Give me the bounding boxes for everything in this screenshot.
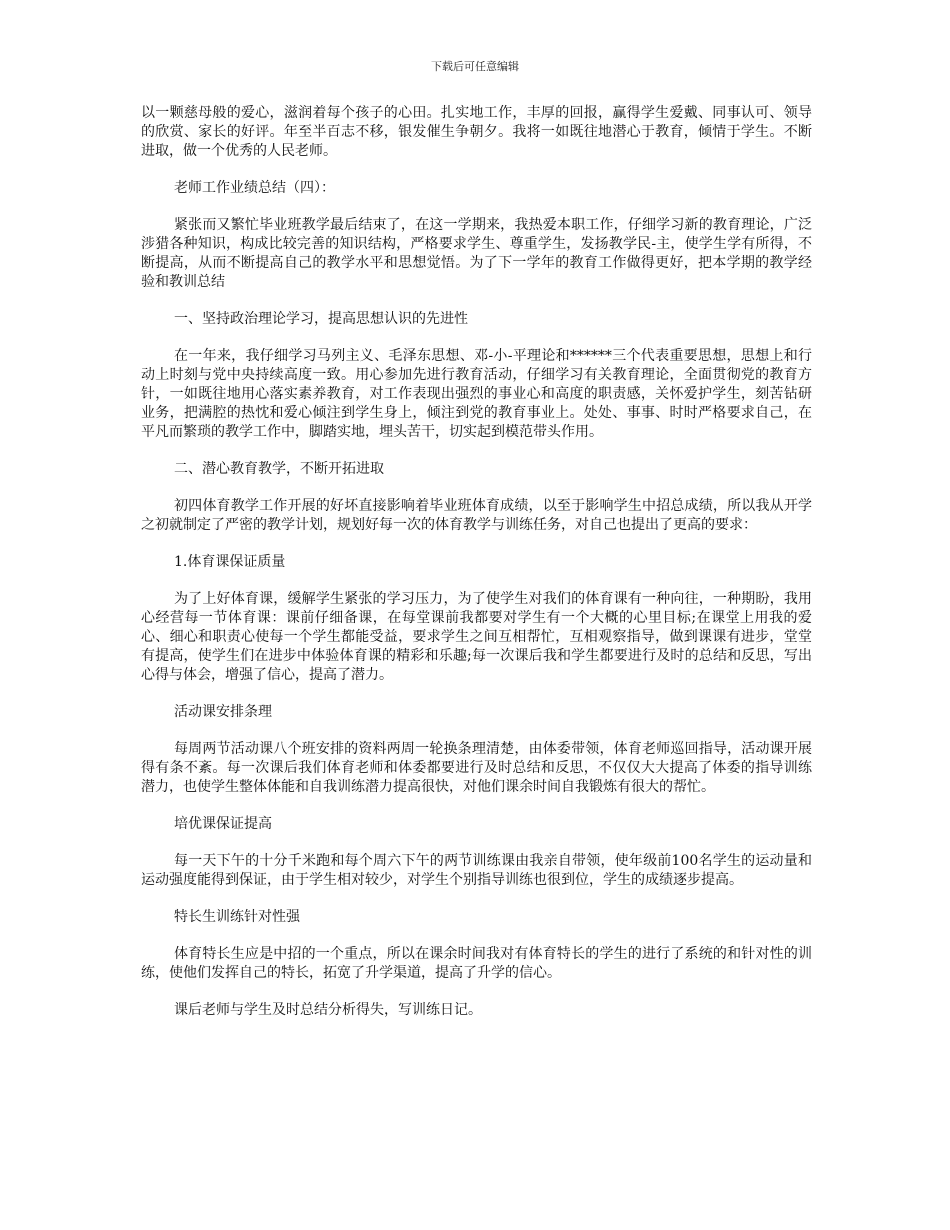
subsection-heading: 1.体育课保证质量 bbox=[174, 554, 286, 570]
section-heading: 二、潜心教育教学，不断开拓进取 bbox=[174, 461, 384, 477]
paragraph: 每一天下午的十分千米跑和每个周六下午的两节训练课由我亲自带领，使年级前100名学生的运动量和运动强度能得到保证，由于学生相对较少，对学生个别指导训练也很到位，学生的成绩逐步提高。 bbox=[141, 853, 812, 888]
section-heading: 一、坚持政治理论学习，提高思想认识的先进性 bbox=[174, 311, 468, 327]
subsection-heading: 培优课保证提高 bbox=[174, 816, 272, 832]
paragraph: 为了上好体育课，缓解学生紧张的学习压力，为了使学生对我们的体育课有一种向往，一种期盼，我用心经营每一节体育课：课前仔细备课，在每堂课前我都要对学生有一个大概的心里目标;在课堂上用我的爱心、细心和职责心使每一个学生都能受益，要求学生之间互相帮忙，互相观察指导，做到课课有进步，堂堂有提高，使学生们在进步中体验体育课的精彩和乐趣;每一次课后我和学生都要进行及时的总结和反思，写出心得与体会，增强了信心，提高了潜力。 bbox=[141, 591, 812, 683]
paragraph: 紧张而又繁忙毕业班教学最后结束了，在这一学期来，我热爱本职工作，仔细学习新的教育理论，广泛涉猎各种知识，构成比较完善的知识结构，严格要求学生、尊重学生，发扬教学民-主，使学生学有所得，不断提高，从而不断提高自己的教学水平和思想觉悟。为了下一学年的教育工作做得更好，把本学期的教学经验和教训总结 bbox=[141, 217, 812, 290]
paragraph: 体育特长生应是中招的一个重点，所以在课余时间我对有体育特长的学生的进行了系统的和针对性的训练，使他们发挥自己的特长，拓宽了升学渠道，提高了升学的信心。 bbox=[141, 946, 812, 981]
paragraph: 课后老师与学生及时总结分析得失，写训练日记。 bbox=[174, 1002, 482, 1018]
subsection-heading: 特长生训练针对性强 bbox=[174, 909, 300, 925]
section-heading: 老师工作业绩总结（四）： bbox=[174, 180, 335, 196]
page-header-note: 下载后可任意编辑 bbox=[431, 60, 519, 73]
document-body bbox=[141, 104, 812, 1038]
paragraph: 以一颗慈母般的爱心，滋润着每个孩子的心田。扎实地工作，丰厚的回报，赢得学生爱戴、同事认可、领导的欣赏、家长的好评。年至半百志不移，银发催生争朝夕。我将一如既往地潜心于教育，倾情于学生。不断进取，做一个优秀的人民老师。 bbox=[141, 105, 812, 159]
subsection-heading: 活动课安排条理 bbox=[174, 704, 272, 720]
paragraph: 初四体育教学工作开展的好坏直接影响着毕业班体育成绩，以至于影响学生中招总成绩，所以我从开学之初就制定了严密的教学计划，规划好每一次的体育教学与训练任务，对自己也提出了更高的要求： bbox=[141, 498, 812, 533]
paragraph: 每周两节活动课八个班安排的资料两周一轮换条理清楚，由体委带领，体育老师巡回指导，活动课开展得有条不紊。每一次课后我们体育老师和体委都要进行及时总结和反思，不仅仅大大提高了体委的指导训练潜力，也使学生整体体能和自我训练潜力提高很快，对他们课余时间自我锻炼有很大的帮忙。 bbox=[141, 741, 812, 795]
paragraph: 在一年来，我仔细学习马列主义、毛泽东思想、邓-小-平理论和******三个代表重要思想，思想上和行动上时刻与党中央持续高度一致。用心参加先进行教育活动，仔细学习有关教育理论，全面贯彻党的教育方针，一如既往地用心落实素养教育，对工作表现出强烈的事业心和高度的职责感，关怀爱护学生，刻苦钻研业务，把满腔的热忱和爱心倾注到学生身上，倾注到党的教育事业上。处处、事事、时时严格要求自己，在平凡而繁琐的教学工作中，脚踏实地，埋头苦干，切实起到模范带头作用。 bbox=[141, 348, 812, 440]
